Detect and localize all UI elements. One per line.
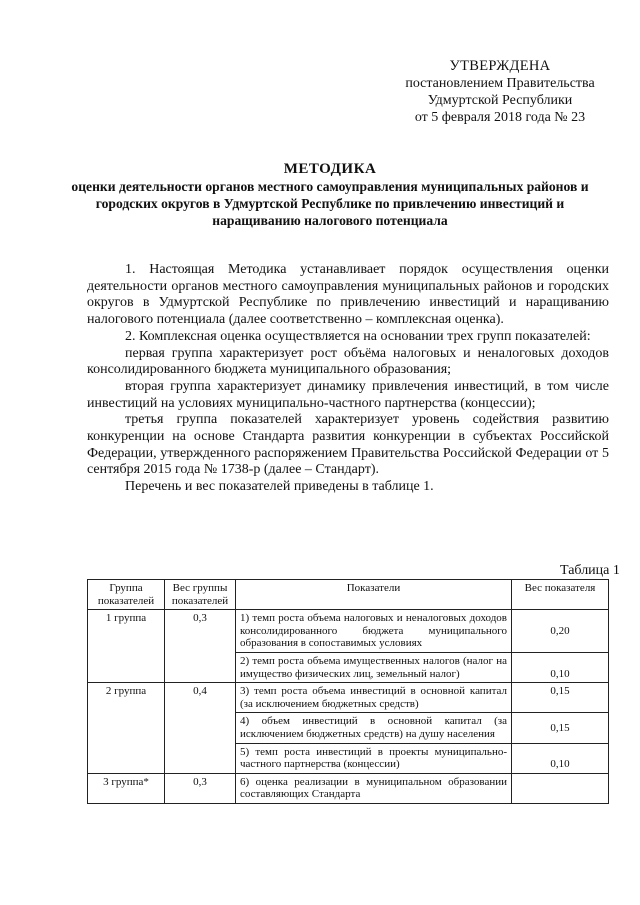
indicator-weight-cell: 0,10 xyxy=(512,743,609,773)
group-weight-cell: 0,3 xyxy=(165,773,236,803)
indicator-weight-cell xyxy=(512,773,609,803)
indicator-cell: 6) оценка реализации в муниципальном образовании составляющих Стандарта xyxy=(236,773,512,803)
table-row xyxy=(88,683,609,713)
indicator-cell: 3) темп роста объема инвестиций в основной капитал (за исключением бюджетных средств) xyxy=(236,683,512,713)
paragraph: третья группа показателей характеризует уровень содействия развитию конкуренции на основе Стандарта развития конкуренции в субъектах Российской Федерации, утвержденного распоряжением Правительства Российской Федерации от 5 сентября 2015 года № 1738-р (далее – Стандарт). xyxy=(87,412,609,478)
table-row xyxy=(88,773,609,803)
indicator-cell: 4) объем инвестиций в основной капитал (за исключением бюджетных средств) на душу населения xyxy=(236,713,512,743)
title-heading: МЕТОДИКА xyxy=(283,161,377,177)
paragraph: вторая группа характеризует динамику привлечения инвестиций, в том числе инвестиций на условиях муниципально-частного партнерства (концессии); xyxy=(87,378,609,411)
column-header: Вес группы показателей xyxy=(165,580,236,610)
paragraph: 2. Комплексная оценка осуществляется на основании трех групп показателей: xyxy=(125,328,591,344)
group-cell: 2 группа xyxy=(88,683,165,774)
indicator-weight-cell: 0,10 xyxy=(512,652,609,682)
approval-line: Удмуртской Республики xyxy=(427,93,573,108)
document-title xyxy=(60,160,600,229)
paragraph: первая группа характеризует рост объёма налоговых и неналоговых доходов консолидированного бюджета муниципального образования; xyxy=(87,345,609,378)
approval-block xyxy=(380,58,620,126)
column-header: Вес показателя xyxy=(512,580,609,610)
approval-date: от 5 февраля 2018 года № 23 xyxy=(414,110,586,125)
table-row xyxy=(88,610,609,653)
group-weight-cell: 0,3 xyxy=(165,610,236,683)
group-cell: 1 группа xyxy=(88,610,165,683)
table-caption: Таблица 1 xyxy=(560,563,620,578)
indicator-weight-cell: 0,15 xyxy=(512,683,609,713)
group-weight-cell: 0,4 xyxy=(165,683,236,774)
column-header: Группа показателей xyxy=(88,580,165,610)
indicator-weight-cell: 0,20 xyxy=(512,610,609,653)
document-body xyxy=(87,262,609,496)
indicator-cell: 1) темп роста объема налоговых и неналоговых доходов консолидированного бюджета муниципального образования в сопоставимых условиях xyxy=(236,610,512,653)
table-header-row xyxy=(88,580,609,610)
indicators-table xyxy=(87,579,609,804)
indicator-weight-cell: 0,15 xyxy=(512,713,609,743)
paragraph: 1. Настоящая Методика устанавливает порядок осуществления оценки деятельности органов местного самоуправления муниципальных районов и городских округов в Удмуртской Республике по привлечению инвестиций и наращиванию налогового потенциала (далее соответственно – комплексная оценка). xyxy=(87,262,609,328)
paragraph: Перечень и вес показателей приведены в таблице 1. xyxy=(125,479,434,495)
indicator-cell: 5) темп роста инвестиций в проекты муниципально-частного партнерства (концессии) xyxy=(236,743,512,773)
column-header: Показатели xyxy=(236,580,512,610)
approval-heading: УТВЕРЖДЕНА xyxy=(449,58,551,74)
approval-line: постановлением Правительства xyxy=(405,76,595,91)
indicator-cell: 2) темп роста объема имущественных налогов (налог на имущество физических лиц, земельный налог) xyxy=(236,652,512,682)
title-subtitle: оценки деятельности органов местного самоуправления муниципальных районов и городских округов в Удмуртской Республике по привлечению инвестиций и наращиванию налогового потенциала xyxy=(71,179,589,228)
group-cell: 3 группа* xyxy=(88,773,165,803)
